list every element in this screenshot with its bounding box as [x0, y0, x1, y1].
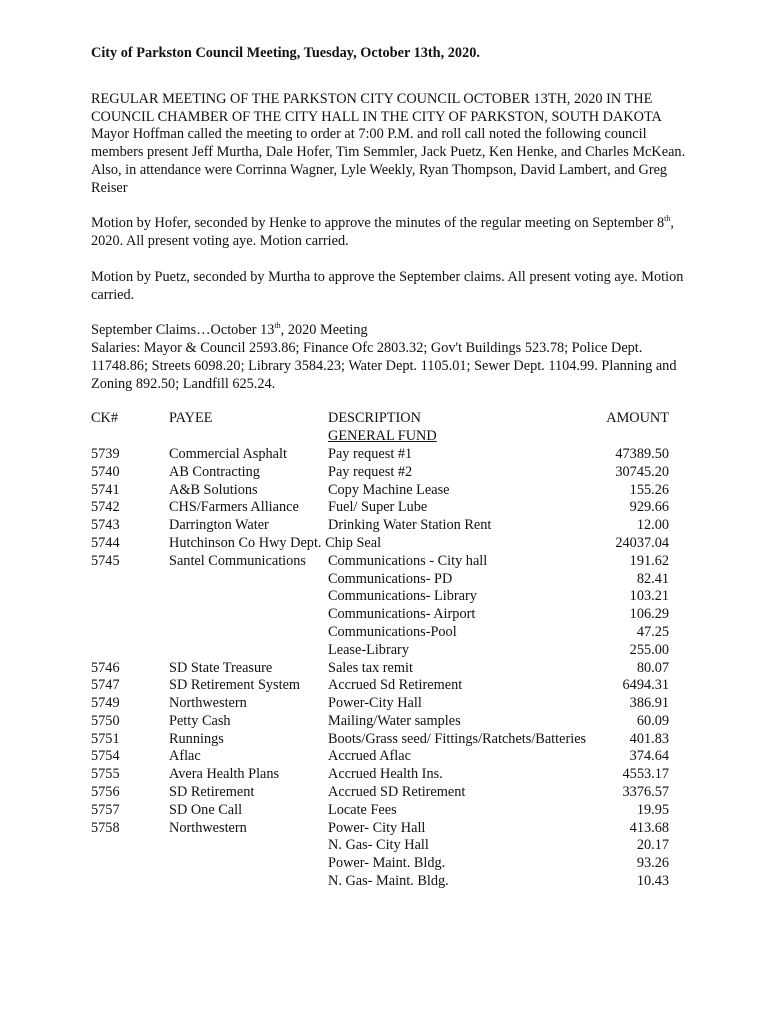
claim-description: Accrued Sd Retirement — [328, 677, 463, 694]
table-row — [91, 695, 691, 713]
payee-name: Santel Communications — [169, 552, 307, 569]
claim-description: Accrued SD Retirement — [328, 784, 466, 801]
payee-name: CHS/Farmers Alliance — [169, 499, 299, 516]
claim-amount: 103.21 — [629, 588, 669, 605]
table-row — [91, 517, 691, 535]
claim-description: N. Gas- Maint. Bldg. — [328, 873, 449, 890]
table-row — [91, 713, 691, 731]
table-row — [91, 837, 691, 855]
claims-table — [91, 410, 691, 891]
check-number: 5739 — [91, 445, 120, 462]
claim-description: Locate Fees — [328, 801, 397, 818]
claim-amount: 82.41 — [636, 570, 669, 587]
claim-amount: 374.64 — [629, 748, 669, 765]
table-header-row — [91, 410, 691, 428]
claim-description: Communications- PD — [328, 570, 453, 587]
table-row — [91, 802, 691, 820]
ordinal-suffix: th — [274, 321, 281, 331]
motion-minutes-text-end: , 2020. All present voting aye. Motion carried. — [91, 215, 674, 250]
claim-description: Power- Maint. Bldg. — [328, 855, 446, 872]
check-number: 5757 — [91, 801, 120, 818]
claim-amount: 413.68 — [629, 819, 669, 836]
table-row — [91, 606, 691, 624]
table-row — [91, 731, 691, 749]
meeting-heading: REGULAR MEETING OF THE PARKSTON CITY COUNCIL OCTOBER 13TH, 2020 IN THE COUNCIL CHAMBER OF THE CITY HALL IN THE CITY OF PARKSTON, SOUTH DAKOTA — [91, 90, 662, 125]
check-number: 5742 — [91, 499, 120, 516]
table-body — [91, 446, 691, 891]
claim-amount: 93.26 — [636, 855, 669, 872]
claim-amount: 60.09 — [636, 712, 669, 729]
table-row — [91, 748, 691, 766]
claim-description: N. Gas- City Hall — [328, 837, 429, 854]
header-amount: AMOUNT — [606, 410, 669, 427]
claim-amount: 10.43 — [636, 873, 669, 890]
check-number: 5745 — [91, 552, 120, 569]
payee-name: SD Retirement System — [169, 677, 301, 694]
check-number: 5746 — [91, 659, 120, 676]
table-row — [91, 446, 691, 464]
payee-name: Runnings — [169, 730, 224, 747]
claim-description: Power- City Hall — [328, 819, 426, 836]
header-description: DESCRIPTION — [328, 410, 421, 427]
fund-row — [91, 428, 691, 446]
check-number: 5743 — [91, 517, 120, 534]
claim-amount: 6494.31 — [622, 677, 669, 694]
table-row — [91, 677, 691, 695]
ordinal-suffix: th — [664, 214, 671, 224]
payee-name: SD State Treasure — [169, 659, 273, 676]
claim-amount: 19.95 — [636, 801, 669, 818]
payee-name: Petty Cash — [169, 712, 231, 729]
document-page — [91, 45, 691, 891]
table-row — [91, 766, 691, 784]
motion-minutes-paragraph — [91, 215, 691, 251]
check-number: 5755 — [91, 766, 120, 783]
header-ck: CK# — [91, 410, 119, 427]
claim-description: Communications- Airport — [328, 606, 476, 623]
claim-amount: 30745.20 — [615, 463, 669, 480]
check-number: 5750 — [91, 712, 120, 729]
check-number: 5741 — [91, 481, 120, 498]
table-row — [91, 660, 691, 678]
claim-description: Pay request #2 — [328, 463, 413, 480]
payee-name: Northwestern — [169, 819, 247, 836]
claim-amount: 386.91 — [629, 695, 669, 712]
table-row — [91, 588, 691, 606]
claim-amount: 24037.04 — [615, 534, 669, 551]
table-row — [91, 820, 691, 838]
table-row — [91, 571, 691, 589]
claim-description: Power-City Hall — [328, 695, 422, 712]
payee-name: Avera Health Plans — [169, 766, 280, 783]
claim-amount: 106.29 — [629, 606, 669, 623]
claim-amount: 3376.57 — [622, 784, 669, 801]
roll-call-paragraph: Mayor Hoffman called the meeting to order at 7:00 P.M. and roll call noted the following council members present Jeff Murtha, Dale Hofer, Tim Semmler, Jack Puetz, Ken Henke, and Charles McKean. Also, in attendance were Corrinna Wagner, Lyle Weekly, Ryan Thompson, David Lambert, and Greg Reiser — [91, 126, 686, 196]
claim-description: Lease-Library — [328, 641, 409, 658]
claim-amount: 4553.17 — [622, 766, 669, 783]
claim-description: Accrued Health Ins. — [328, 766, 443, 783]
claim-amount: 929.66 — [629, 499, 669, 516]
motion-claims-paragraph: Motion by Puetz, seconded by Murtha to approve the September claims. All present voting aye. Motion carried. — [91, 268, 684, 303]
claim-description: Pay request #1 — [328, 445, 413, 462]
payee-name: Darrington Water — [169, 517, 269, 534]
table-row — [91, 642, 691, 660]
table-row — [91, 482, 691, 500]
check-number: 5754 — [91, 748, 120, 765]
claim-description: Fuel/ Super Lube — [328, 499, 428, 516]
claim-description: Sales tax remit — [328, 659, 413, 676]
claim-amount: 191.62 — [629, 552, 669, 569]
payee-name: Commercial Asphalt — [169, 445, 287, 462]
check-number: 5749 — [91, 695, 120, 712]
claim-description: Communications- Library — [328, 588, 477, 605]
claim-amount: 12.00 — [636, 517, 669, 534]
payee-name: A&B Solutions — [169, 481, 258, 498]
claim-description: Boots/Grass seed/ Fittings/Ratchets/Batteries — [328, 730, 587, 747]
table-row — [91, 873, 691, 891]
table-row — [91, 624, 691, 642]
table-row — [91, 535, 691, 553]
check-number: 5756 — [91, 784, 120, 801]
claims-heading — [91, 322, 691, 340]
payee-name: Hutchinson Co Hwy Dept. Chip Seal — [169, 534, 382, 551]
claim-amount: 155.26 — [629, 481, 669, 498]
check-number: 5751 — [91, 730, 120, 747]
claim-amount: 20.17 — [636, 837, 669, 854]
table-row — [91, 784, 691, 802]
claim-amount: 47.25 — [636, 623, 669, 640]
header-payee: PAYEE — [169, 410, 213, 427]
salaries-paragraph: Salaries: Mayor & Council 2593.86; Finance Ofc 2803.32; Gov't Buildings 523.78; Police Dept. 11748.86; Streets 6098.20; Library 3584.23; Water Dept. 1105.01; Sewer Dept. 1104.99. Planning and Zoning 892.50; Landfill 625.24. — [91, 339, 677, 392]
fund-label: GENERAL FUND — [328, 428, 437, 445]
check-number: 5747 — [91, 677, 120, 694]
payee-name: Northwestern — [169, 695, 247, 712]
claim-amount: 255.00 — [629, 641, 669, 658]
claim-description: Drinking Water Station Rent — [328, 517, 492, 534]
table-row — [91, 464, 691, 482]
table-row — [91, 855, 691, 873]
claim-amount: 401.83 — [629, 730, 669, 747]
claim-description: Communications-Pool — [328, 623, 457, 640]
payee-name: SD Retirement — [169, 784, 255, 801]
check-number: 5744 — [91, 534, 120, 551]
document-title: City of Parkston Council Meeting, Tuesday, October 13th, 2020. — [91, 45, 480, 61]
table-row — [91, 553, 691, 571]
payee-name: SD One Call — [169, 801, 243, 818]
claim-description: Communications - City hall — [328, 552, 488, 569]
claims-heading-text: September Claims…October 13 — [91, 322, 275, 339]
check-number: 5758 — [91, 819, 120, 836]
check-number: 5740 — [91, 463, 120, 480]
payee-name: AB Contracting — [169, 463, 260, 480]
claim-description: Copy Machine Lease — [328, 481, 450, 498]
claim-description: Mailing/Water samples — [328, 712, 461, 729]
table-row — [91, 499, 691, 517]
claim-amount: 47389.50 — [615, 445, 669, 462]
motion-minutes-text: Motion by Hofer, seconded by Henke to approve the minutes of the regular meeting on September 8 — [91, 215, 665, 232]
payee-name: Aflac — [169, 748, 201, 765]
claim-amount: 80.07 — [636, 659, 669, 676]
claim-description: Accrued Aflac — [328, 748, 411, 765]
claims-heading-text-end: , 2020 Meeting — [280, 322, 368, 339]
